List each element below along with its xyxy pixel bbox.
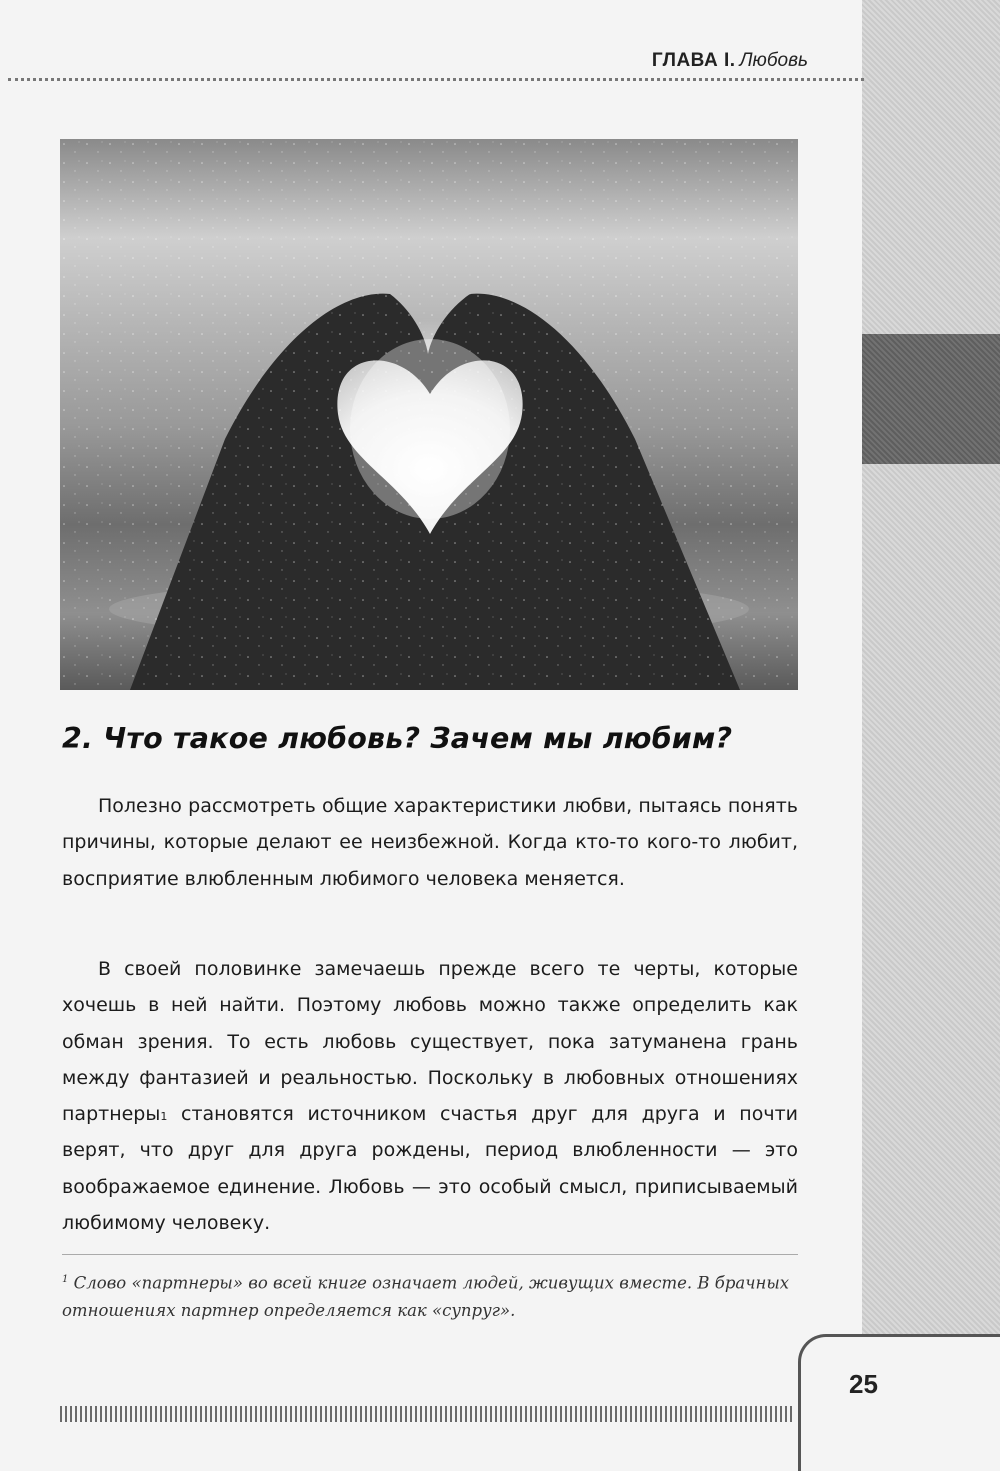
footnote-marker: 1: [160, 1110, 168, 1124]
footer-decorative-strip: [60, 1406, 792, 1422]
photo-speckle: [60, 139, 798, 690]
paragraph-1: Полезно рассмотреть общие характеристики любви, пытаясь понять причины, которые делают ее неизбежной. Когда кто-то кого-то любит, восприятие влюбленным любимого человека меняется.: [62, 795, 798, 890]
section-heading: 2. Что такое любовь? Зачем мы любим?: [62, 722, 733, 755]
footnote-text: Слово «партнеры» во всей книге означает людей, живущих вместе. В брачных отношениях партнер определяется как «супруг».: [62, 1273, 790, 1320]
header-section: Любовь: [739, 50, 808, 71]
chapter-thumb-tab: [862, 334, 1000, 464]
page-number-corner: [798, 1334, 1000, 1471]
footnote-number: 1: [62, 1274, 69, 1285]
paragraph-2: [62, 951, 798, 1241]
heart-hands-photo: [60, 139, 798, 690]
page-edge-strip: [862, 0, 1000, 1471]
paragraph-2-part-2: становятся источником счастья друг для друга и почти верят, что друг для друга рождены, период влюбленности — это воображаемое единение. Любовь — это особый смысл, приписываемый любимому человеку.: [62, 1103, 798, 1235]
header-chapter: ГЛАВА I.: [651, 50, 736, 71]
page-number: 25: [849, 1369, 878, 1399]
paragraph-2-part-1: В своей половинке замечаешь прежде всего те черты, которые хочешь в ней найти. Поэтому любовь можно также определить как обман зрения. То есть любовь существует, пока затуманена грань между фантазией и реальностью. Поскольку в любовных отношениях партнеры: [62, 958, 798, 1126]
running-header: [652, 50, 808, 72]
footnote: [62, 1266, 798, 1324]
footnote-rule: [62, 1254, 798, 1255]
header-dotted-rule: [8, 78, 864, 81]
